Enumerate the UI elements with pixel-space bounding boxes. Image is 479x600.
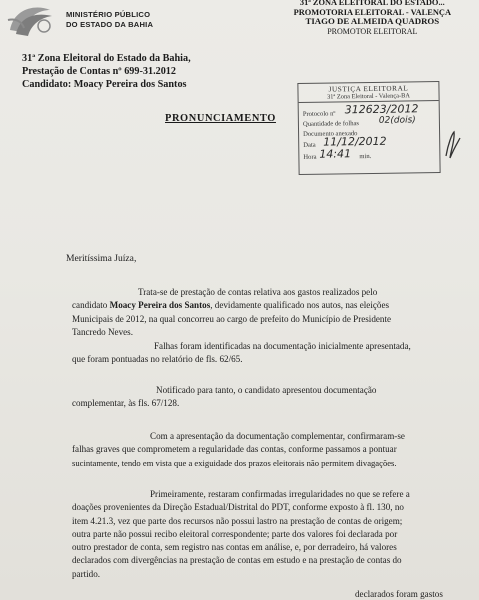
org-line-2: DO ESTADO DA BAHIA (66, 19, 154, 29)
stamp-title: JUSTIÇA ELEITORAL (328, 84, 409, 94)
paragraph-5-line-4: outra parte não possui recibo eleitoral correspondente; parte dos valores foi declarada por (72, 528, 398, 539)
stamp-date-value: 11/12/2012 (323, 134, 387, 149)
paragraph-5-line-5: outro prestador de conta, sem registro nas contas em análise, e, por derradeiro, há valores (72, 542, 397, 553)
stamp-subtitle: 31ª Zona Eleitoral - Valença-BA (299, 92, 439, 103)
paragraph-1-line-1: Trata-se de prestação de contas relativa aos gastos realizados pelo (138, 287, 378, 297)
paragraph-2 (72, 340, 411, 367)
paragraph-3-line-2: complementar, às fls. 67/128. (72, 398, 180, 409)
paragraph-5-line-1: Primeiramente, restaram confirmadas irregularidades no que se refere a (150, 489, 410, 499)
protocol-stamp (297, 81, 440, 175)
candidate-line: Candidato: Moacy Pereira dos Santos (22, 78, 187, 90)
paragraph-1 (72, 286, 392, 339)
paragraph-5 (72, 488, 410, 581)
paragraph-3 (72, 384, 377, 411)
paragraph-1-line-3: Municipais de 2012, na qual concorreu ao cargo de prefeito do Município de Presidente (72, 313, 392, 324)
paragraph-2-line-2: que foram pontuadas no relatório de fls. 62/65. (72, 354, 243, 365)
process-info (22, 53, 191, 91)
paragraph-5-line-6: declarados com divergências na prestação de contas em estudo e na prestação de contas do (72, 555, 402, 566)
promoter-name: TIAGO DE ALMEIDA QUADROS (305, 16, 440, 27)
paragraph-5-line-3: item 4.21.3, vez que parte dos recursos não possui lastro na prestação de contas de origem; (72, 515, 403, 526)
paragraph-1-line-4: Tancredo Neves. (72, 326, 133, 337)
stamp-pages-label: Quantidade de folhas (302, 120, 360, 128)
paragraph-4-line-2: falhas graves que comprometem a regularidade das contas, conforme passamos a pontuar (72, 444, 397, 455)
paragraph-4-line-3: sucintamente, tendo em vista que a exiguidade dos prazos eleitorais não permitem divagações. (72, 457, 397, 468)
candidate-name: Moacy Pereira dos Santos (109, 300, 211, 311)
greeting: Meritíssima Juíza, (66, 253, 137, 264)
stamp-protocol-label: Protocolo nº (302, 110, 336, 118)
stamp-document-label: Documento anexado (303, 130, 358, 138)
stamp-hour-value: 14:41 (319, 147, 352, 161)
zone-title: 31ª Zona Eleitoral do Estado da Bahia, (22, 53, 191, 64)
stamp-hour-label: Hora (303, 153, 317, 161)
paragraph-6-fragment (355, 588, 443, 600)
stamp-pages-value: 02(dois) (378, 115, 416, 126)
paragraph-6-line-1: declarados foram gastos (355, 589, 443, 599)
stamp-date-label: Data (303, 141, 316, 149)
document-title: PRONUNCIAMENTO (165, 113, 276, 124)
paragraph-5-line-2: doações provenientes da Direção Estadual/Distrital do PDT, conforme exposto à fl. 130, no (72, 502, 404, 513)
paragraph-4 (72, 430, 405, 470)
signature-mark (442, 130, 462, 160)
org-line-1: MINISTÉRIO PÚBLICO (66, 10, 151, 19)
process-number: Prestação de Contas nº 699-31.2012 (22, 65, 176, 77)
paragraph-5-line-7: partido. (72, 568, 101, 579)
mp-seal-logo (6, 2, 56, 42)
stamp-min-label: min. (359, 152, 372, 161)
promotoria-header (294, 0, 451, 36)
paragraph-1-line-2: candidato Moacy Pereira dos Santos, devidamente qualificado nos autos, nas eleições (72, 300, 390, 311)
promotoria-line: PROMOTORIA ELEITORAL - VALENÇA (293, 7, 451, 17)
zone-line: 31ª ZONA ELEITORAL DO ESTADO... (299, 0, 445, 7)
mp-organization (66, 10, 153, 29)
paragraph-3-line-1: Notificado para tanto, o candidato apresentou documentação (156, 385, 377, 395)
promoter-role: PROMOTOR ELEITORAL (327, 26, 418, 36)
paragraph-2-line-1: Falhas foram identificadas na documentação inicialmente apresentada, (154, 341, 411, 351)
stamp-protocol-value: 312623/2012 (344, 102, 419, 117)
paragraph-4-line-1: Com a apresentação da documentação complementar, confirmaram-se (150, 431, 405, 441)
